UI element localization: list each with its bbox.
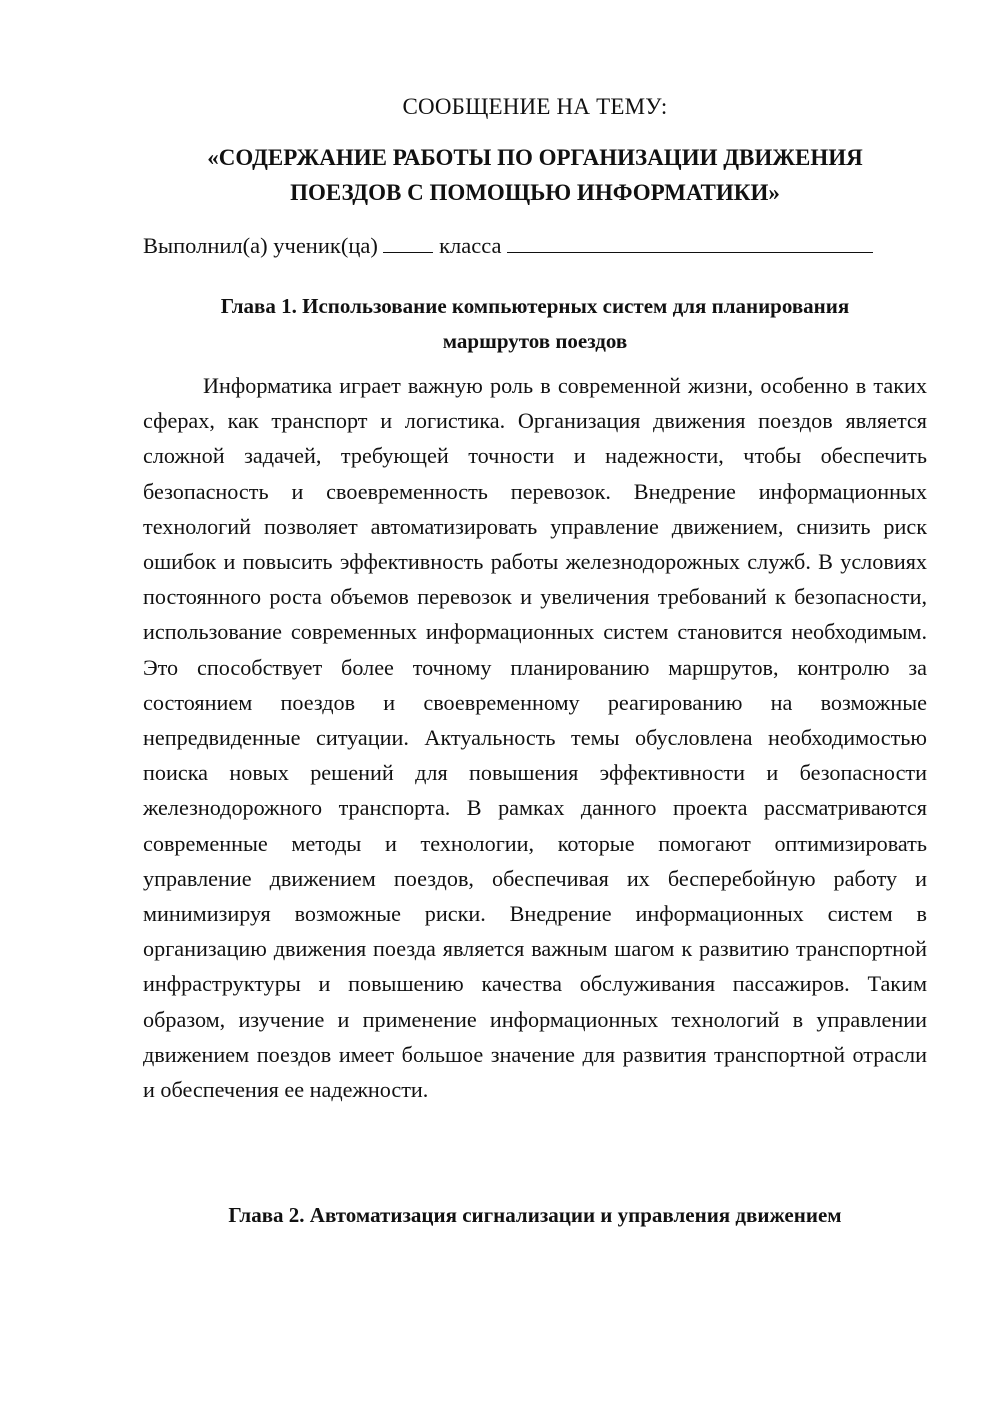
- chapter-1-heading-line-2: маршрутов поездов: [442, 329, 628, 353]
- document-title: [143, 140, 927, 210]
- header-label: СООБЩЕНИЕ НА ТЕМУ:: [402, 94, 668, 119]
- chapter-1-heading-line-1: Глава 1. Использование компьютерных систем для планирования: [220, 294, 850, 318]
- author-line: [143, 232, 927, 259]
- author-label: Выполнил(а) ученик(ца): [143, 233, 378, 258]
- title-line-2: ПОЕЗДОВ С ПОМОЩЬЮ ИНФОРМАТИКИ»: [290, 180, 780, 205]
- class-name-blank[interactable]: [507, 232, 873, 253]
- title-line-1: «СОДЕРЖАНИЕ РАБОТЫ ПО ОРГАНИЗАЦИИ ДВИЖЕНИЯ: [207, 145, 863, 170]
- class-label: класса: [439, 233, 502, 258]
- chapter-2-heading: Глава 2. Автоматизация сигнализации и управления движением: [228, 1203, 842, 1227]
- chapter-1-heading: [143, 289, 927, 359]
- grade-blank[interactable]: [383, 232, 433, 253]
- chapter-1-paragraph: Информатика играет важную роль в современной жизни, особенно в таких сферах, как транспорт и логистика. Организация движения поездов является сложной задачей, требующей точности и надежности, чтобы обеспечить безопасность и своевременность перевозок. Внедрение информационных технологий позволяет автоматизировать управление движением, снизить риск ошибок и повысить эффективность работы железнодорожных служб. В условиях постоянного роста объемов перевозок и увеличения требований к безопасности, использование современных информационных систем становится необходимым. Это способствует более точному планированию маршрутов, контролю за состоянием поездов и своевременному реагированию на возможные непредвиденные ситуации. Актуальность темы обусловлена необходимостью поиска новых решений для повышения эффективности и безопасности железнодорожного транспорта. В рамках данного проекта рассматриваются современные методы и технологии, которые помогают оптимизировать управление движением поездов, обеспечивая их бесперебойную работу и минимизируя возможные риски. Внедрение информационных систем в организацию движения поезда является важным шагом к развитию транспортной инфраструктуры и повышению качества обслуживания пассажиров. Таким образом, изучение и применение информационных технологий в управлении движением поездов имеет большое значение для развития транспортной отрасли и обеспечения ее надежности.: [143, 373, 927, 1103]
